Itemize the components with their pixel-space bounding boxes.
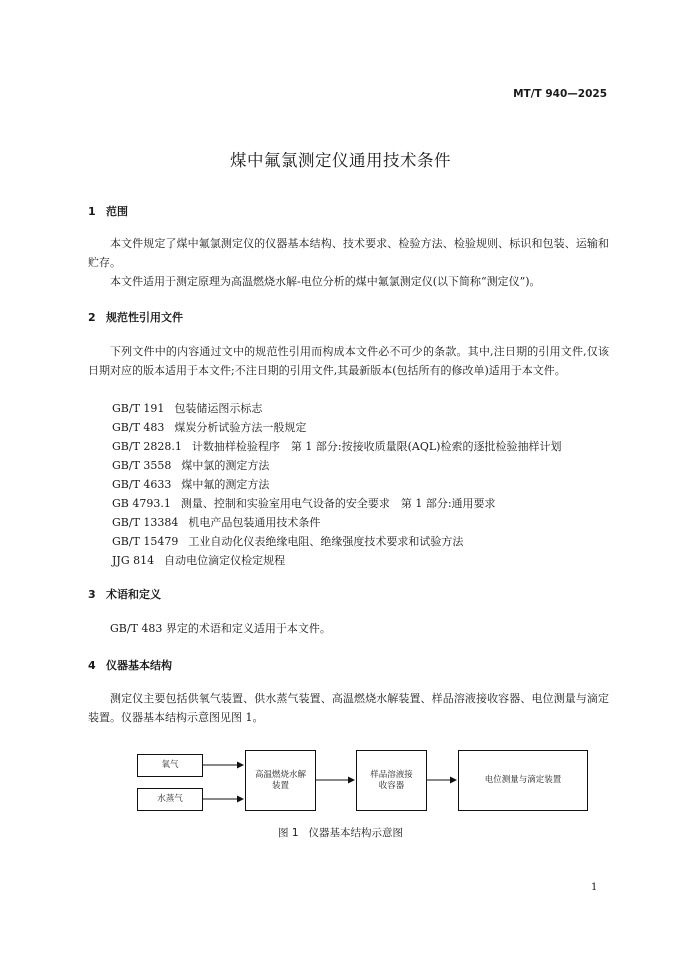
section-2-paragraph-1: 下列文件中的内容通过文中的规范性引用而构成本文件必不可少的条款。其中,注日期的引用文件,仅该日期对应的版本适用于本文件;不注日期的引用文件,其最新版本(包括所有的修改单)适用于本文件。 [88, 345, 609, 377]
page-number: 1 [591, 882, 598, 893]
reference-title: 自动电位滴定仪检定规程 [164, 554, 286, 567]
measure-box: 电位测量与滴定装置 [458, 750, 588, 811]
reference-code: JJG 814 [112, 554, 155, 567]
section-1-paragraph-1: 本文件规定了煤中氟氯测定仪的仪器基本结构、技术要求、检验方法、检验规则、标识和包装、运输和贮存。 [88, 237, 609, 269]
reference-title: 计数抽样检验程序 第 1 部分:按接收质量限(AQL)检索的逐批检验抽样计划 [191, 440, 562, 453]
standard-code: MT/T 940—2025 [513, 88, 607, 100]
reference-code: GB 4793.1 [112, 497, 171, 510]
section-title: 范围 [106, 205, 128, 218]
reference-title: 测量、控制和实验室用电气设备的安全要求 第 1 部分:通用要求 [180, 497, 496, 510]
reference-title: 煤中氟的测定方法 [181, 478, 270, 491]
section-3-paragraph-1: GB/T 483 界定的术语和定义适用于本文件。 [110, 622, 331, 635]
section-number: 4 [88, 659, 96, 672]
section-title: 术语和定义 [106, 588, 161, 601]
section-number: 1 [88, 205, 96, 218]
receiver-box: 样品溶液接收容器 [356, 750, 427, 811]
document-title: 煤中氟氯测定仪通用技术条件 [230, 151, 451, 170]
steam-box: 水蒸气 [137, 788, 203, 811]
reference-title: 工业自动化仪表绝缘电阻、绝缘强度技术要求和试验方法 [188, 535, 464, 548]
figure-caption [0, 825, 681, 840]
section-1-paragraph-2: 本文件适用于测定原理为高温燃烧水解-电位分析的煤中氟氯测定仪(以下简称“测定仪”)。 [110, 275, 541, 288]
section-number: 2 [88, 311, 96, 324]
reference-code: GB/T 2828.1 [112, 440, 182, 453]
figure-title: 仪器基本结构示意图 [308, 827, 404, 839]
reference-title: 煤中氯的测定方法 [181, 459, 270, 472]
oxygen-box: 氧气 [137, 754, 203, 777]
reference-code: GB/T 4633 [112, 478, 172, 491]
reference-code: GB/T 15479 [112, 535, 179, 548]
reference-title: 机电产品包装通用技术条件 [188, 516, 321, 529]
reference-title: 煤炭分析试验方法一般规定 [174, 421, 307, 434]
section-title: 仪器基本结构 [106, 659, 172, 672]
section-4-paragraph-1: 测定仪主要包括供氧气装置、供水蒸气装置、高温燃烧水解装置、样品溶液接收容器、电位测量与滴定装置。仪器基本结构示意图见图 1。 [88, 692, 609, 724]
section-title: 规范性引用文件 [106, 311, 183, 324]
section-number: 3 [88, 588, 96, 601]
reference-code: GB/T 191 [112, 402, 165, 415]
reference-code: GB/T 3558 [112, 459, 172, 472]
hydrolysis-box: 高温燃烧水解装置 [245, 750, 316, 811]
figure-label: 图 1 [277, 827, 299, 839]
reference-code: GB/T 483 [112, 421, 165, 434]
reference-title: 包装储运图示标志 [174, 402, 263, 415]
reference-code: GB/T 13384 [112, 516, 179, 529]
